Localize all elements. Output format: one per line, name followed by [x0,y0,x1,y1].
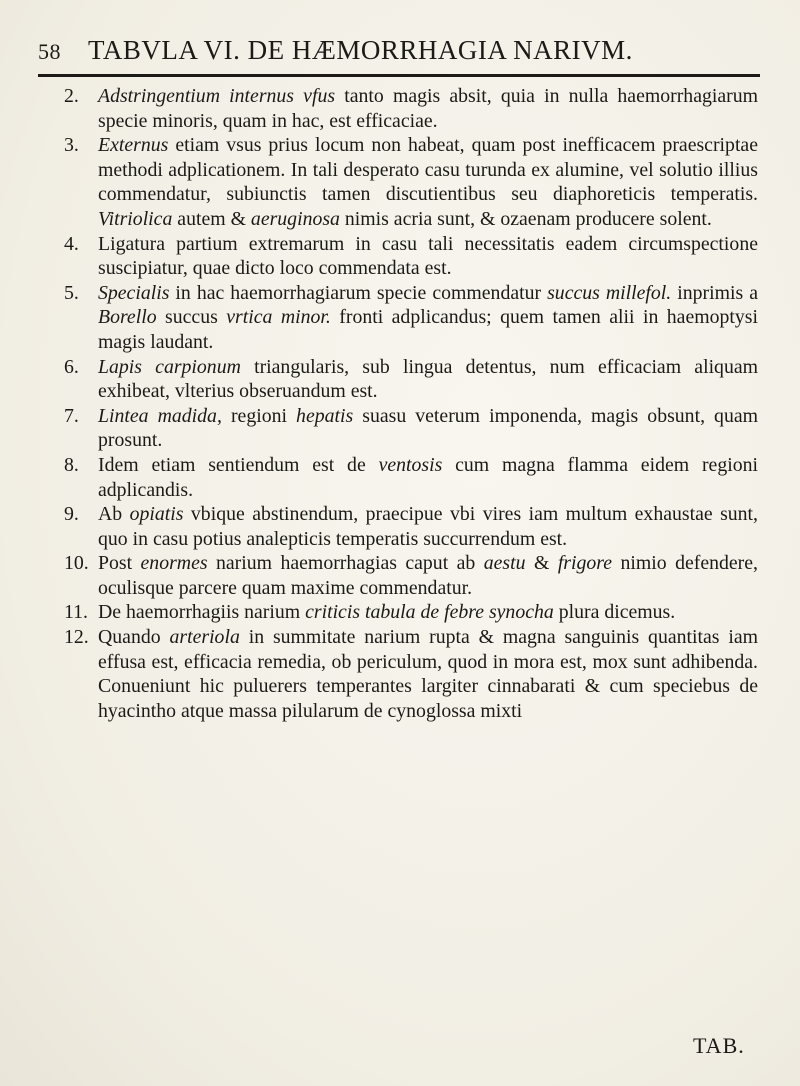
paragraph-text: inprimis a [671,281,758,304]
paragraph-number: 11. [64,601,88,624]
running-header [38,30,758,70]
paragraph-text: triangularis, sub lingua detentus, num efficaciam aliquam exhibeat, vlterius obseruandum est. [98,355,759,403]
body-text [0,84,800,723]
italic-term: Adstringentium internus vfus [98,85,336,107]
numbered-paragraph [0,600,758,625]
italic-term: Specialis [98,281,170,304]
paragraph-text: fronti adplicandus; quem tamen alii in haemoptysi magis laudant. [98,306,758,353]
numbered-paragraph [0,625,758,723]
paragraph-text: Ligatura partium extremarum in casu tali necessitatis eadem circumspectione suscipiatur, quae dicto loco commendata est. [98,232,758,280]
catchword: TAB. [693,1033,745,1058]
paragraph-text: Quando [98,626,170,649]
italic-term: vrtica minor. [226,306,331,329]
italic-term: arteriola [169,626,240,649]
paragraph-number: 8. [64,453,79,476]
paragraph-text: De haemorrhagiis narium [98,601,306,624]
numbered-paragraph [0,551,758,600]
paragraph-number: 4. [64,232,79,255]
paragraph-text: Idem etiam sentiendum est de [98,453,379,476]
paragraph-text: etiam vsus prius locum non habeat, quam post inefficacem praescriptae methodi adplicationem. In tali desperato casu turunda ex alumine, vel solutio illius commendatur, subiunctis tamen discutientibus seu diaphoreticis temperatis. [98,134,758,206]
paragraph-text: tanto magis absit, quia in nulla haemorrhagiarum specie minoris, quam in hac, est efficaciae. [98,85,759,132]
paragraph-text: in hac haemorrhagiarum specie commendatur [169,281,548,304]
numbered-paragraph [0,84,758,133]
page-number: 58 [38,39,61,64]
paragraph-number: 3. [64,134,79,157]
numbered-paragraph [0,281,758,355]
italic-term: criticis tabula de febre synocha [305,601,554,624]
paragraph-text: nimio defendere, oculisque parcere quam maxime commendatur. [98,552,758,599]
paragraph-text: regioni [221,404,297,427]
paragraph-text: suasu veterum imponenda, magis obsunt, quam prosunt. [98,404,759,452]
numbered-paragraph [0,232,758,281]
paragraph-text: autem & [172,207,251,230]
paragraph-text: plura dicemus. [553,601,676,624]
paragraph-text: vbique abstinendum, praecipue vbi vires iam multum exhaustae sunt, quo in casu potius analepticis temperatis succurrendum est. [98,503,758,550]
numbered-paragraph [0,133,758,231]
numbered-paragraph [0,355,758,404]
italic-term: hepatis [296,404,354,427]
italic-term: Borello [98,306,157,329]
paragraph-number: 12. [64,626,89,649]
paragraph-number: 5. [64,281,79,304]
italic-term: Lapis carpionum [98,355,241,378]
numbered-paragraph [0,502,758,551]
italic-term: ventosis [378,453,443,476]
paragraph-text: succus [156,306,227,329]
paragraph-text: in summitate narium rupta & magna sanguinis quantitas iam effusa est, efficacia remedia, ob periculum, quod in mora est, mox sunt adhibenda. Conueniunt hic puluerers temperantes largiter cinnabarati & cum speciebus de hyacintho atque massa pilularum de cynoglossa mixti [98,626,759,722]
paragraph-text: & [525,552,558,575]
italic-term: opiatis [129,503,184,526]
paragraph-number: 2. [64,85,79,107]
italic-term: Externus [98,134,169,157]
numbered-paragraph [0,453,758,502]
paragraph-text: nimis acria sunt, & ozaenam producere solent. [339,207,712,230]
paragraph-number: 10. [64,552,89,575]
paragraph-number: 6. [64,355,79,378]
paragraph-number: 9. [64,503,79,526]
italic-term: aeruginosa [250,207,340,230]
paragraph-text: Post [98,552,141,575]
paragraph-text: cum magna flamma eidem regioni adplicandis. [98,453,758,501]
paragraph-text: narium haemorrhagias caput ab [207,552,484,575]
italic-term: Lintea madida, [98,404,222,427]
italic-term: succus millefol. [547,281,672,304]
italic-term: aestu [483,552,526,575]
header-rule [38,74,760,77]
running-title: TABVLA VI. DE HÆMORRHAGIA NARIVM. [88,35,633,65]
italic-term: frigore [557,552,613,575]
paragraph-number: 7. [64,404,79,427]
numbered-paragraph [0,404,758,453]
italic-term: Vitriolica [98,207,173,230]
italic-term: enormes [140,552,208,575]
paragraph-text: Ab [98,503,130,526]
